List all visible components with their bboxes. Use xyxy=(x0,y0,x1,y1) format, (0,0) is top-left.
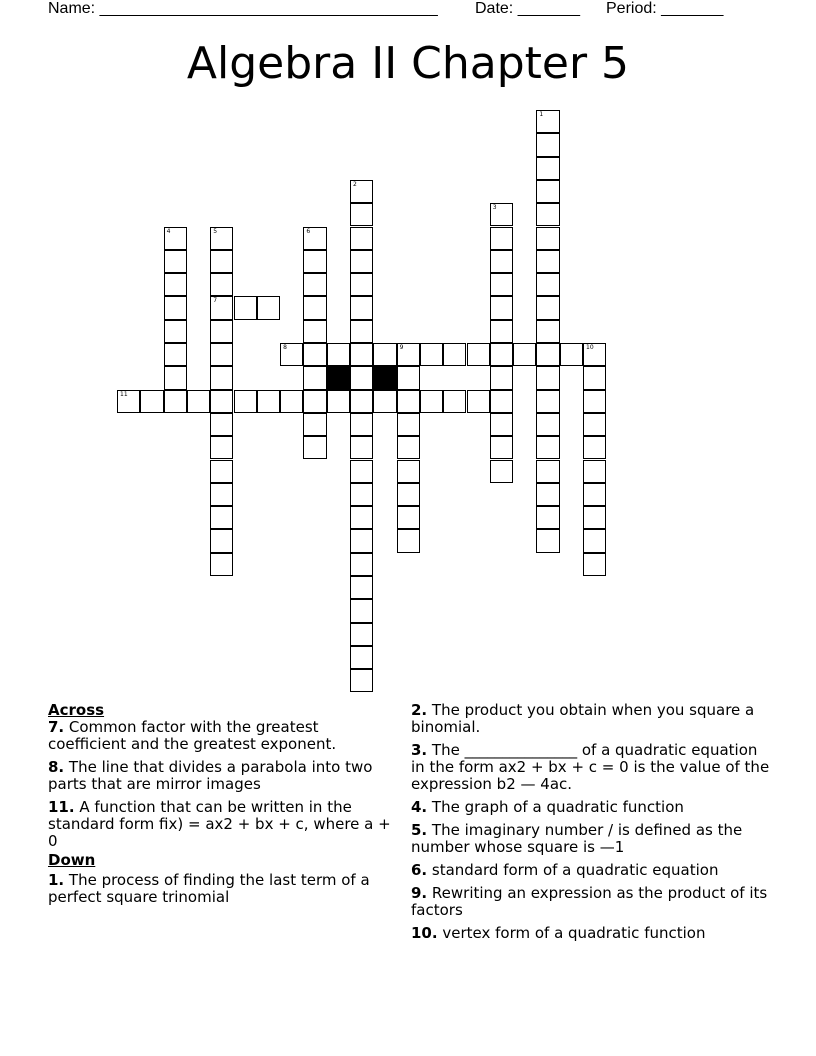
crossword-cell[interactable] xyxy=(210,413,233,436)
date-field-label[interactable]: Date: _______ xyxy=(475,0,580,17)
crossword-cell[interactable] xyxy=(536,320,559,343)
clue-number: 4. xyxy=(411,798,428,816)
crossword-cell[interactable] xyxy=(210,296,233,319)
crossword-cell[interactable] xyxy=(490,320,513,343)
crossword-cell[interactable] xyxy=(350,227,373,250)
across-heading: Across xyxy=(48,701,105,719)
crossword-cell[interactable] xyxy=(350,506,373,529)
clue-across-8 xyxy=(48,759,398,793)
crossword-cell[interactable] xyxy=(303,436,326,459)
crossword-cell[interactable] xyxy=(536,157,559,180)
crossword-cell[interactable] xyxy=(350,576,373,599)
crossword-cell[interactable] xyxy=(397,460,420,483)
crossword-cell[interactable] xyxy=(397,436,420,459)
crossword-cell[interactable] xyxy=(350,413,373,436)
crossword-cell[interactable] xyxy=(397,343,420,366)
crossword-cell[interactable] xyxy=(536,483,559,506)
crossword-cell[interactable] xyxy=(210,320,233,343)
crossword-cell[interactable] xyxy=(583,529,606,552)
crossword-cell[interactable] xyxy=(583,553,606,576)
crossword-cell[interactable] xyxy=(164,366,187,389)
crossword-cell[interactable] xyxy=(583,413,606,436)
clue-down-3 xyxy=(411,742,771,793)
crossword-cell[interactable] xyxy=(210,366,233,389)
period-field-label[interactable]: Period: _______ xyxy=(606,0,724,17)
crossword-cell[interactable] xyxy=(303,343,326,366)
clues-right-column xyxy=(411,700,771,948)
crossword-cell[interactable] xyxy=(350,320,373,343)
crossword-cell[interactable] xyxy=(164,227,187,250)
crossword-cell[interactable] xyxy=(490,227,513,250)
crossword-cell[interactable] xyxy=(536,110,559,133)
crossword-cell[interactable] xyxy=(420,343,443,366)
crossword-block-cell xyxy=(373,366,396,389)
crossword-cell-number: 3 xyxy=(492,204,497,212)
crossword-cell[interactable] xyxy=(257,390,280,413)
crossword-cell[interactable] xyxy=(490,343,513,366)
clue-number: 10. xyxy=(411,924,438,942)
clue-text: vertex form of a quadratic function xyxy=(437,924,706,942)
clue-text: The _______________ of a quadratic equation in the form ax2 + bx + c = 0 is the value of the expression b2 — 4ac. xyxy=(411,741,770,793)
crossword-cell-number: 4 xyxy=(166,227,171,235)
clue-number: 9. xyxy=(411,884,428,902)
crossword-cell-number: 7 xyxy=(213,297,218,305)
crossword-cell[interactable] xyxy=(490,273,513,296)
crossword-cell[interactable] xyxy=(536,180,559,203)
crossword-cell[interactable] xyxy=(490,203,513,226)
crossword-cell[interactable] xyxy=(443,390,466,413)
crossword-cell[interactable] xyxy=(397,506,420,529)
crossword-cell[interactable] xyxy=(350,553,373,576)
crossword-cell[interactable] xyxy=(467,390,490,413)
crossword-cell[interactable] xyxy=(303,366,326,389)
crossword-cell[interactable] xyxy=(164,296,187,319)
crossword-cell[interactable] xyxy=(373,343,396,366)
crossword-cell[interactable] xyxy=(443,343,466,366)
crossword-cell[interactable] xyxy=(583,506,606,529)
crossword-cell[interactable] xyxy=(210,553,233,576)
crossword-cell[interactable] xyxy=(210,529,233,552)
crossword-cell[interactable] xyxy=(350,250,373,273)
crossword-cell[interactable] xyxy=(513,343,536,366)
crossword-cell[interactable] xyxy=(234,390,257,413)
clue-number: 3. xyxy=(411,741,428,759)
clues-left-column xyxy=(48,700,398,912)
crossword-cell[interactable] xyxy=(490,436,513,459)
crossword-cell-number: 11 xyxy=(120,390,128,398)
crossword-cell[interactable] xyxy=(280,390,303,413)
crossword-cell[interactable] xyxy=(490,460,513,483)
crossword-cell[interactable] xyxy=(536,460,559,483)
crossword-cell[interactable] xyxy=(327,343,350,366)
crossword-cell[interactable] xyxy=(350,529,373,552)
crossword-cell[interactable] xyxy=(490,413,513,436)
clue-text: The graph of a quadratic function xyxy=(427,798,684,816)
crossword-cell[interactable] xyxy=(303,413,326,436)
clue-number: 2. xyxy=(411,701,428,719)
crossword-cell[interactable] xyxy=(350,366,373,389)
crossword-cell-number: 10 xyxy=(586,344,594,351)
crossword-cell[interactable] xyxy=(350,599,373,622)
crossword-cell[interactable] xyxy=(490,296,513,319)
crossword-cell[interactable] xyxy=(420,390,443,413)
clue-down-10 xyxy=(411,925,771,942)
clue-down-1 xyxy=(48,872,398,906)
crossword-cell[interactable] xyxy=(536,529,559,552)
crossword-cell[interactable] xyxy=(303,250,326,273)
clue-number: 7. xyxy=(48,718,65,736)
crossword-cell[interactable] xyxy=(350,390,373,413)
crossword-cell[interactable] xyxy=(397,413,420,436)
crossword-cell[interactable] xyxy=(536,436,559,459)
crossword-cell[interactable] xyxy=(210,273,233,296)
crossword-cell[interactable] xyxy=(536,227,559,250)
crossword-cell[interactable] xyxy=(164,320,187,343)
crossword-cell[interactable] xyxy=(257,296,280,319)
crossword-cell[interactable] xyxy=(234,296,257,319)
crossword-cell[interactable] xyxy=(536,390,559,413)
crossword-cell[interactable] xyxy=(490,366,513,389)
crossword-cell[interactable] xyxy=(187,390,210,413)
crossword-cell[interactable] xyxy=(210,250,233,273)
crossword-cell[interactable] xyxy=(583,390,606,413)
crossword-cell[interactable] xyxy=(210,390,233,413)
crossword-cell[interactable] xyxy=(210,227,233,250)
crossword-cell[interactable] xyxy=(303,320,326,343)
crossword-cell[interactable] xyxy=(397,483,420,506)
clue-text: Common factor with the greatest coefficient and the greatest exponent. xyxy=(48,718,337,753)
crossword-cell[interactable] xyxy=(350,180,373,203)
name-field-label[interactable]: Name: ______________________________________ xyxy=(48,0,438,17)
crossword-cell[interactable] xyxy=(210,343,233,366)
clue-text: The line that divides a parabola into two parts that are mirror images xyxy=(48,758,373,793)
clue-number: 1. xyxy=(48,871,65,889)
crossword-cell[interactable] xyxy=(536,133,559,156)
crossword-cell[interactable] xyxy=(583,483,606,506)
crossword-cell[interactable] xyxy=(536,273,559,296)
crossword-cell[interactable] xyxy=(536,203,559,226)
crossword-cell[interactable] xyxy=(303,390,326,413)
clue-across-11 xyxy=(48,799,398,850)
crossword-cell[interactable] xyxy=(350,483,373,506)
crossword-block-cell xyxy=(327,366,350,389)
crossword-cell[interactable] xyxy=(303,273,326,296)
crossword-cell[interactable] xyxy=(210,460,233,483)
crossword-cell[interactable] xyxy=(117,390,140,413)
crossword-cell[interactable] xyxy=(536,366,559,389)
crossword-cell[interactable] xyxy=(350,343,373,366)
crossword-cell[interactable] xyxy=(397,366,420,389)
clue-down-6 xyxy=(411,862,771,879)
clue-text: standard form of a quadratic equation xyxy=(427,861,719,879)
crossword-cell-number: 9 xyxy=(399,344,404,351)
crossword-cell[interactable] xyxy=(350,296,373,319)
crossword-cell[interactable] xyxy=(350,203,373,226)
crossword-cell[interactable] xyxy=(536,250,559,273)
crossword-cell[interactable] xyxy=(350,460,373,483)
clue-text: The imaginary number / is defined as the number whose square is —1 xyxy=(411,821,743,856)
page-title: Algebra II Chapter 5 xyxy=(186,38,630,89)
crossword-cell[interactable] xyxy=(490,390,513,413)
clue-text: Rewriting an expression as the product of its factors xyxy=(411,884,768,919)
crossword-cell[interactable] xyxy=(303,227,326,250)
crossword-cell[interactable] xyxy=(164,343,187,366)
clue-number: 11. xyxy=(48,798,75,816)
crossword-cell-number: 2 xyxy=(353,180,357,188)
crossword-cell[interactable] xyxy=(373,390,396,413)
clue-across-7 xyxy=(48,719,398,753)
clue-number: 8. xyxy=(48,758,65,776)
crossword-cell[interactable] xyxy=(350,436,373,459)
crossword-cell[interactable] xyxy=(583,460,606,483)
crossword-cell[interactable] xyxy=(583,366,606,389)
crossword-cell[interactable] xyxy=(583,436,606,459)
crossword-cell[interactable] xyxy=(280,343,303,366)
crossword-cell[interactable] xyxy=(350,669,373,692)
crossword-cell[interactable] xyxy=(536,296,559,319)
clue-number: 5. xyxy=(411,821,428,839)
crossword-cell-number: 6 xyxy=(306,227,311,235)
crossword-cell[interactable] xyxy=(583,343,606,366)
crossword-cell[interactable] xyxy=(210,483,233,506)
crossword-cell-number: 1 xyxy=(539,111,544,118)
clue-number: 6. xyxy=(411,861,428,879)
crossword-cell[interactable] xyxy=(164,273,187,296)
crossword-cell[interactable] xyxy=(164,250,187,273)
clue-text: The process of finding the last term of a perfect square trinomial xyxy=(48,871,370,906)
crossword-cell[interactable] xyxy=(350,273,373,296)
crossword-cell-number: 5 xyxy=(213,227,218,235)
crossword-cell[interactable] xyxy=(350,646,373,669)
clue-down-9 xyxy=(411,885,771,919)
crossword-cell[interactable] xyxy=(350,623,373,646)
crossword-cell[interactable] xyxy=(467,343,490,366)
crossword-cell[interactable] xyxy=(536,343,559,366)
clue-down-4 xyxy=(411,799,771,816)
crossword-cell[interactable] xyxy=(536,506,559,529)
crossword-cell[interactable] xyxy=(210,506,233,529)
clue-text: A function that can be written in the standard form fix) = ax2 + bx + c, where a + 0 xyxy=(48,798,391,850)
crossword-cell[interactable] xyxy=(397,529,420,552)
crossword-cell[interactable] xyxy=(397,390,420,413)
clue-down-2 xyxy=(411,702,771,736)
crossword-cell[interactable] xyxy=(490,250,513,273)
crossword-cell[interactable] xyxy=(210,436,233,459)
crossword-cell-number: 8 xyxy=(283,344,287,351)
crossword-cell[interactable] xyxy=(536,413,559,436)
clue-text: The product you obtain when you square a binomial. xyxy=(411,701,755,736)
crossword-cell[interactable] xyxy=(140,390,163,413)
clue-down-5 xyxy=(411,822,771,856)
crossword-cell[interactable] xyxy=(327,390,350,413)
crossword-cell[interactable] xyxy=(303,296,326,319)
crossword-cell[interactable] xyxy=(164,390,187,413)
down-heading: Down xyxy=(48,851,96,869)
crossword-cell[interactable] xyxy=(560,343,583,366)
